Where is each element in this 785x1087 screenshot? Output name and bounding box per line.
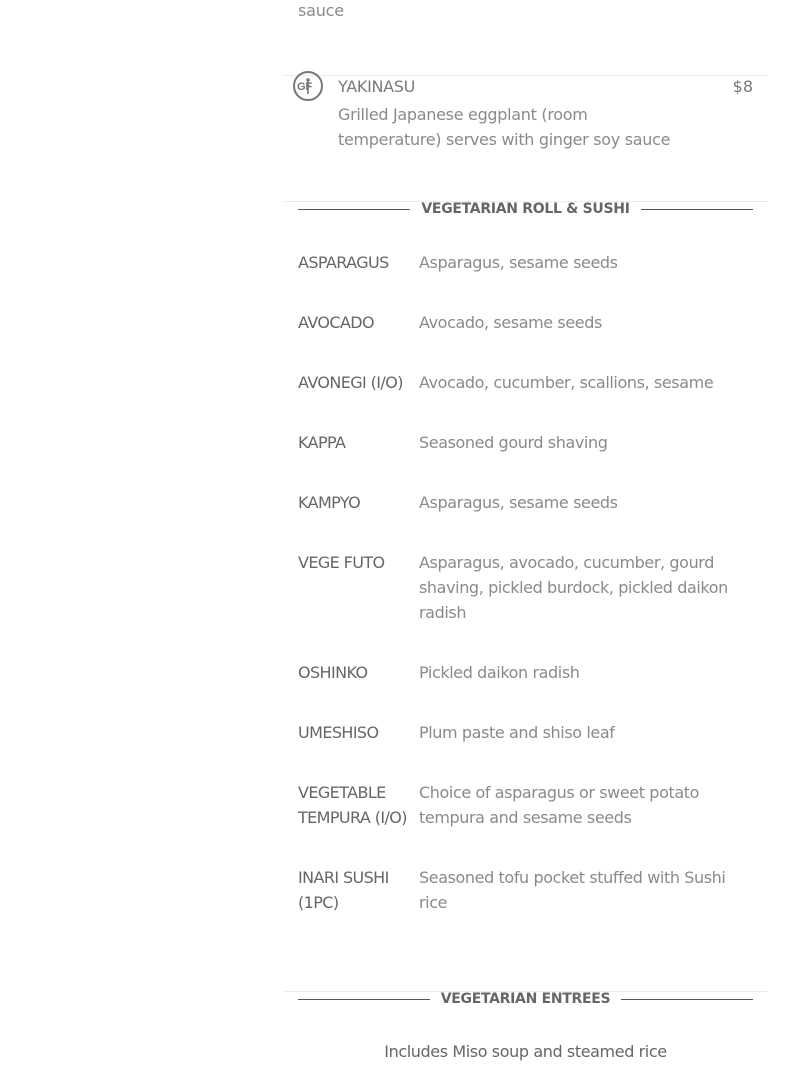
gluten-free-icon-glyph (296, 74, 320, 98)
list-item (298, 310, 758, 335)
list-item (298, 370, 758, 395)
list-item (298, 550, 758, 625)
section-title: VEGETARIAN ENTREES (440, 991, 611, 1007)
section-heading-vegetarian-entrees (298, 989, 753, 1009)
item-divider (283, 75, 768, 76)
roll-name: ASPARAGUS (298, 253, 389, 272)
roll-description: Asparagus, sesame seeds (419, 253, 618, 272)
roll-description: Asparagus, avocado, cucumber, gourd shaving, pickled burdock, pickled daikon radish (419, 553, 728, 622)
roll-name: INARI SUSHI (1PC) (298, 868, 389, 912)
gluten-free-icon (293, 71, 323, 101)
heading-rule-right (641, 209, 753, 210)
heading-rule-left (298, 209, 410, 210)
roll-name: AVOCADO (298, 313, 375, 332)
roll-description: Pickled daikon radish (419, 663, 580, 682)
roll-description: Seasoned gourd shaving (419, 433, 608, 452)
list-item (298, 865, 758, 915)
roll-name: VEGETABLE TEMPURA (I/O) (298, 783, 407, 827)
previous-item-description: sauce (298, 1, 344, 20)
roll-name: AVONEGI (I/O) (298, 373, 403, 392)
roll-description: Avocado, sesame seeds (419, 313, 602, 332)
roll-name: UMESHISO (298, 723, 379, 742)
entrees-note: Includes Miso soup and steamed rice (384, 1042, 667, 1061)
section-title: VEGETARIAN ROLL & SUSHI (421, 201, 630, 217)
item-name: YAKINASU (338, 77, 416, 96)
list-item (298, 720, 758, 745)
roll-description: Plum paste and shiso leaf (419, 723, 615, 742)
roll-description: Asparagus, sesame seeds (419, 493, 618, 512)
heading-rule-left (298, 999, 430, 1000)
roll-description: Avocado, cucumber, scallions, sesame (419, 373, 714, 392)
item-description: Grilled Japanese eggplant (room temperature) serves with ginger soy sauce (338, 105, 671, 149)
roll-description: Seasoned tofu pocket stuffed with Sushi rice (419, 868, 726, 912)
roll-description: Choice of asparagus or sweet potato tempura and sesame seeds (419, 783, 699, 827)
list-item (298, 490, 758, 515)
roll-list (298, 250, 758, 950)
roll-name: KAPPA (298, 433, 346, 452)
list-item (298, 780, 758, 830)
list-item (298, 660, 758, 685)
roll-name: KAMPYO (298, 493, 361, 512)
roll-name: VEGE FUTO (298, 553, 385, 572)
section-heading-vegetarian-roll-sushi (298, 199, 753, 219)
roll-name: OSHINKO (298, 663, 368, 682)
item-price: $8 (732, 77, 753, 96)
heading-rule-right (621, 999, 753, 1000)
svg-text:GF: GF (297, 81, 313, 93)
list-item (298, 250, 758, 275)
list-item (298, 430, 758, 455)
